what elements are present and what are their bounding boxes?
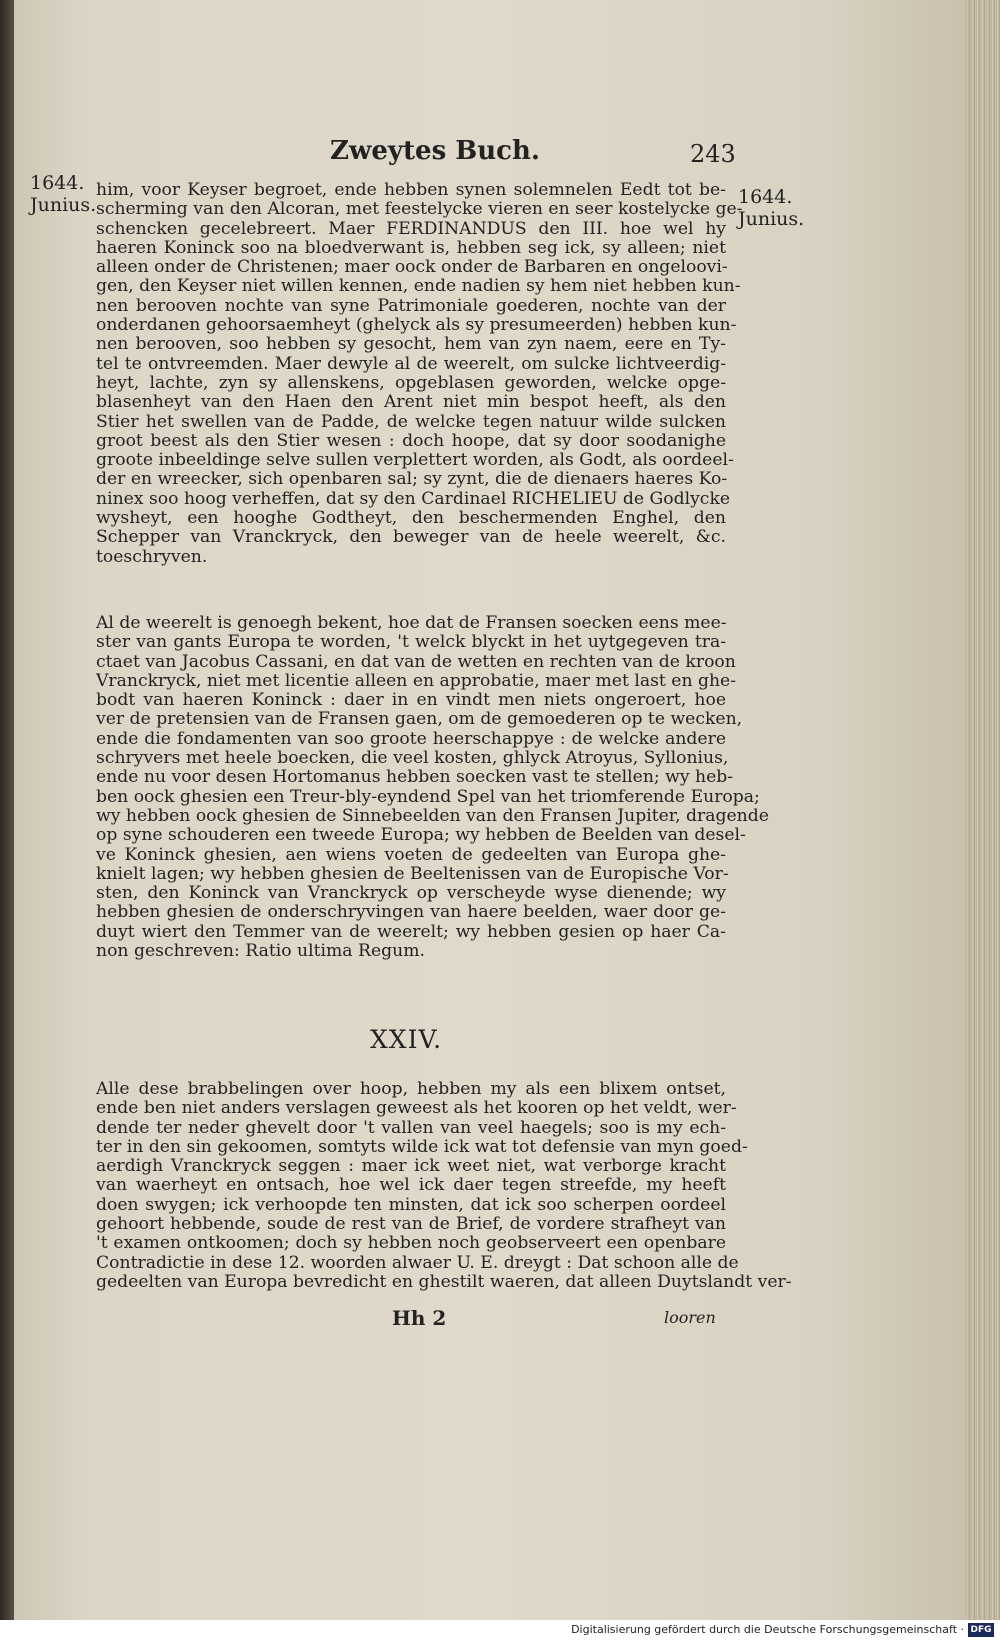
text-line: toeschryven.: [96, 546, 208, 567]
text-line: Vranckryck, niet met licentie alleen en approbatie, maer met last en ghe-: [96, 670, 737, 691]
page-edges: [966, 0, 1000, 1620]
text-line: gehoort hebbende, soude de rest van de Brief, de vordere strafheyt van: [96, 1214, 726, 1235]
text-line: ster van gants Europa te worden, 't welck blyckt in het uytgegeven tra-: [96, 632, 726, 653]
text-line: heyt, lachte, zyn sy allenskens, opgeblasen geworden, welcke opge-: [96, 372, 726, 393]
text-line: scherming van den Alcoran, met feestelycke vieren en seer kostelycke ge-: [96, 199, 743, 220]
text-line: sten, den Koninck van Vranckryck op verscheyde wyse dienende; wy: [96, 883, 726, 904]
paragraph-3: [96, 1079, 792, 1292]
margin-note-left: [30, 172, 97, 216]
text-line: him, voor Keyser begroet, ende hebben synen solemnelen Eedt tot be-: [96, 180, 726, 200]
book-binding-edge: [0, 0, 14, 1641]
text-line: groote inbeeldinge selve sullen verplettert worden, als Godt, als oordeel-: [96, 450, 734, 471]
dfg-logo: DFG: [968, 1623, 994, 1637]
text-line: ben oock ghesien een Treur-bly-eyndend Spel van het triomferende Europa;: [96, 786, 760, 807]
text-line: knielt lagen; wy hebben ghesien de Beeltenissen van de Europische Vor-: [96, 863, 729, 884]
text-line: wy hebben oock ghesien de Sinnebeelden van den Fransen Jupiter, dragende: [96, 805, 769, 826]
margin-month-left: Junius.: [30, 194, 97, 216]
text-line: groot beest als den Stier wesen : doch hoope, dat sy door soodanighe: [96, 430, 726, 451]
text-line: dende ter neder ghevelt door 't vallen van veel haegels; soo is my ech-: [96, 1117, 726, 1138]
text-line: ctaet van Jacobus Cassani, en dat van de wetten en rechten van de kroon: [96, 651, 736, 672]
text-line: ninex soo hoog verheffen, dat sy den Cardinael RICHELIEU de Godlycke: [96, 488, 731, 509]
page-number: 243: [690, 140, 736, 168]
text-line: op syne schouderen een tweede Europa; wy hebben de Beelden van desel-: [96, 825, 746, 846]
text-line: tel te ontvreemden. Maer dewyle al de weerelt, om sulcke lichtveerdig-: [96, 353, 726, 374]
text-line: wysheyt, een hooghe Godtheyt, den beschermenden Enghel, den: [96, 508, 726, 529]
text-line: nen berooven nochte van syne Patrimoniale goederen, nochte van der: [96, 295, 726, 316]
text-line: ende die fondamenten van soo groote heerschappye : de welcke andere: [96, 728, 726, 749]
text-line: Schepper van Vranckryck, den beweger van de heele weerelt, &c.: [96, 527, 726, 548]
text-line: schencken gecelebreert. Maer FERDINANDUS den III. hoe wel hy: [96, 218, 726, 239]
margin-note-right: [738, 186, 818, 230]
text-line: onderdanen gehoorsaemheyt (ghelyck als sy presumeerden) hebben kun-: [96, 315, 737, 336]
running-head: Zweytes Buch.: [330, 136, 540, 166]
text-line: ende nu voor desen Hortomanus hebben soecken vast te stellen; wy heb-: [96, 767, 734, 788]
text-line: schryvers met heele boecken, die veel kosten, ghlyck Atroyus, Syllonius,: [96, 748, 729, 769]
text-line: ver de pretensien van de Fransen gaen, om de gemoederen op te wecken,: [96, 709, 743, 730]
text-line: non geschreven: Ratio ultima Regum.: [96, 941, 425, 962]
text-line: 't examen ontkoomen; doch sy hebben noch geobserveert een openbare: [96, 1233, 726, 1254]
text-line: blasenheyt van den Haen den Arent niet min bespot heeft, als den: [96, 392, 726, 413]
text-line: ve Koninck ghesien, aen wiens voeten de gedeelten van Europa ghe-: [96, 844, 726, 865]
footer-credit: Digitalisierung gefördert durch die Deutsche Forschungsgemeinschaft ·: [571, 1623, 964, 1636]
text-line: alleen onder de Christenen; maer oock onder de Barbaren en ongeloovi-: [96, 257, 728, 278]
catchword: looren: [664, 1308, 716, 1327]
text-line: der en wreecker, sich openbaren sal; sy zynt, die de dienaers haeres Ko-: [96, 469, 728, 490]
text-line: aerdigh Vranckryck seggen : maer ick weet niet, wat verborge kracht: [96, 1156, 726, 1177]
margin-year-right: 1644.: [738, 186, 793, 208]
footer-bar: [0, 1620, 1000, 1641]
text-line: Contradictie in dese 12. woorden alwaer U. E. dreygt : Dat schoon alle de: [96, 1252, 739, 1273]
text-line: Al de weerelt is genoegh bekent, hoe dat de Fransen soecken eens mee-: [96, 613, 727, 633]
text-line: nen berooven, soo hebben sy gesocht, hem van zyn naem, eere en Ty-: [96, 334, 726, 355]
text-line: bodt van haeren Koninck : daer in en vindt men niets ongeroert, hoe: [96, 690, 726, 711]
text-line: duyt wiert den Temmer van de weerelt; wy hebben gesien op haer Ca-: [96, 921, 726, 942]
paragraph-1: [96, 180, 743, 567]
margin-month-right: Junius.: [738, 208, 805, 230]
text-line: hebben ghesien de onderschryvingen van haere beelden, waer door ge-: [96, 902, 726, 923]
text-line: haeren Koninck soo na bloedverwant is, hebben seg ick, sy alleen; niet: [96, 237, 726, 258]
margin-year-left: 1644.: [30, 172, 85, 194]
text-line: gen, den Keyser niet willen kennen, ende nadien sy hem niet hebben kun-: [96, 276, 741, 297]
section-number: XXIV.: [370, 1025, 443, 1054]
signature-mark: Hh 2: [392, 1306, 447, 1330]
text-line: van waerheyt en ontsach, hoe wel ick daer tegen streefde, my heeft: [96, 1175, 726, 1196]
text-line: ter in den sin gekoomen, somtyts wilde ick wat tot defensie van myn goed-: [96, 1136, 748, 1157]
text-line: ende ben niet anders verslagen geweest als het kooren op het veldt, wer-: [96, 1098, 737, 1119]
paragraph-2: [96, 613, 769, 962]
text-line: doen swygen; ick verhoopde ten minsten, dat ick soo scherpen oordeel: [96, 1194, 726, 1215]
text-line: Stier het swellen van de Padde, de welcke tegen natuur wilde sulcken: [96, 411, 726, 432]
text-line: Alle dese brabbelingen over hoop, hebben my als een blixem ontset,: [96, 1079, 726, 1099]
text-line: gedeelten van Europa bevredicht en ghestilt waeren, dat alleen Duytslandt ver-: [96, 1271, 792, 1292]
